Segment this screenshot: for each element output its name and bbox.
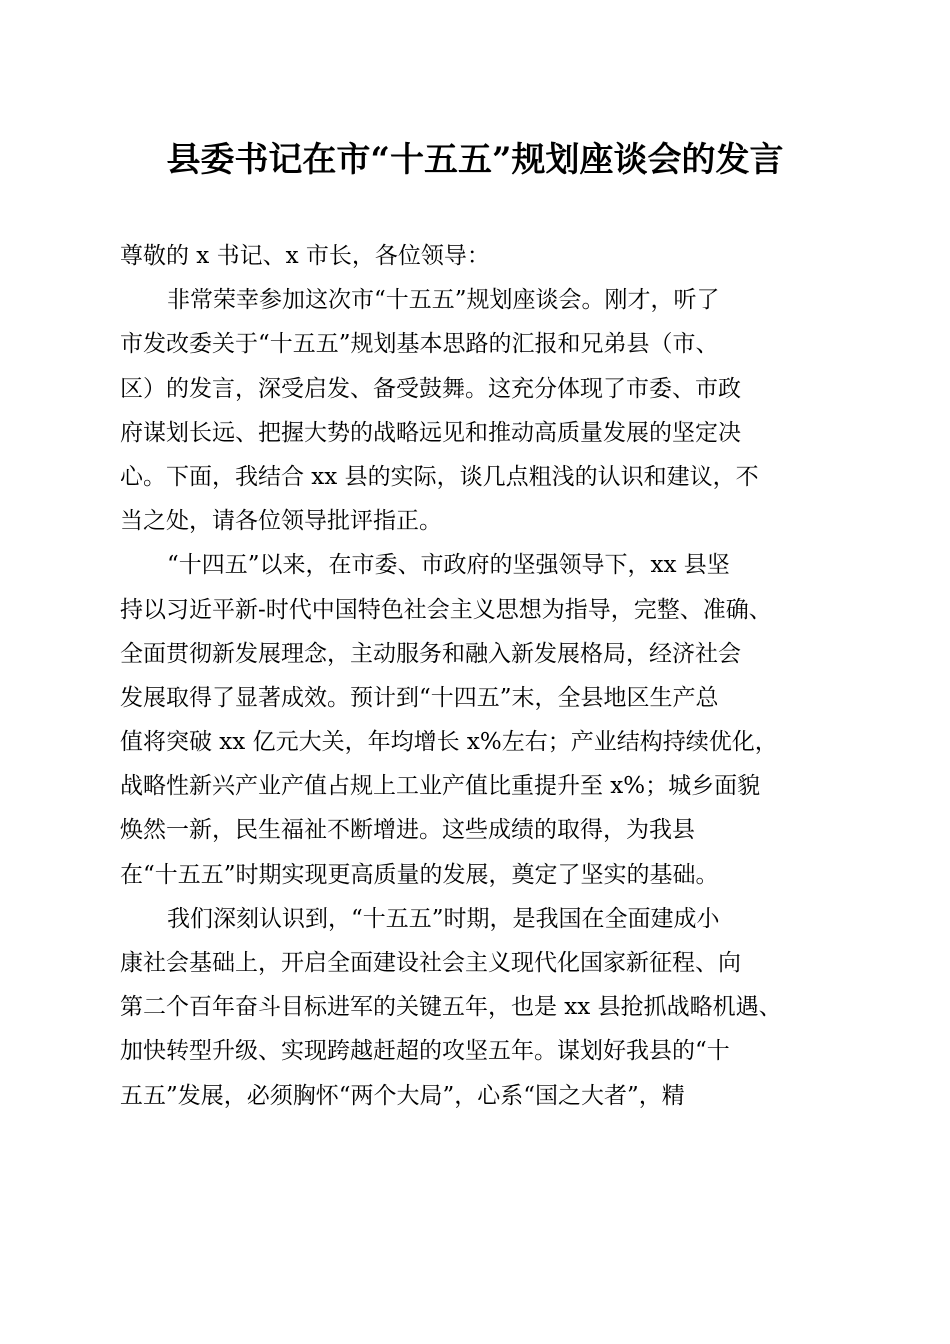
paragraph-3: [120, 897, 832, 1118]
paragraph-line: 区）的发言，深受启发、备受鼓舞。这充分体现了市委、市政: [120, 375, 741, 402]
paragraph-line: 全面贯彻新发展理念，主动服务和融入新发展格局，经济社会: [120, 640, 741, 667]
paragraph-line: 市发改委关于“十五五”规划基本思路的汇报和兄弟县（市、: [120, 331, 719, 358]
paragraph-line: 五五”发展，必须胸怀“两个大局”，心系“国之大者”，精: [120, 1082, 685, 1109]
paragraph-1: [120, 278, 832, 543]
paragraph-line: 第二个百年奋斗目标进军的关键五年，也是 xx 县抢抓战略机遇、: [120, 994, 782, 1021]
paragraph-line: 在“十五五”时期实现更高质量的发展，奠定了坚实的基础。: [120, 861, 719, 888]
document-body: [120, 234, 832, 1118]
document-title: 县委书记在市“十五五”规划座谈会的发言: [166, 140, 784, 180]
paragraph-line: 持以习近平新-时代中国特色社会主义思想为指导，完整、准确、: [120, 596, 772, 623]
salutation: 尊敬的 x 书记、x 市长，各位领导：: [120, 243, 490, 269]
paragraph-2: [120, 543, 832, 897]
paragraph-line: 非常荣幸参加这次市“十五五”规划座谈会。刚才，听了: [167, 287, 720, 314]
paragraph-line: 康社会基础上，开启全面建设社会主义现代化国家新征程、向: [120, 950, 741, 976]
paragraph-line: 战略性新兴产业产值占规上工业产值比重提升至 x%；城乡面貌: [120, 773, 761, 800]
paragraph-line: 值将突破 xx 亿元大关，年均增长 x%左右；产业结构持续优化，: [120, 729, 778, 756]
paragraph-line: 发展取得了显著成效。预计到“十四五”末，全县地区生产总: [120, 684, 719, 711]
paragraph-line: 加快转型升级、实现跨越赶超的攻坚五年。谋划好我县的“十: [120, 1038, 730, 1065]
paragraph-line: 府谋划长远、把握大势的战略远见和推动高质量发展的坚定决: [120, 419, 741, 446]
paragraph-line: 我们深刻认识到，“十五五”时期，是我国在全面建成小: [167, 905, 720, 932]
paragraph-line: 心。下面，我结合 xx 县的实际，谈几点粗浅的认识和建议，不: [120, 463, 759, 490]
paragraph-line: 当之处，请各位领导批评指正。: [120, 508, 442, 535]
paragraph-line: 焕然一新，民生福祉不断增进。这些成绩的取得，为我县: [120, 817, 695, 844]
paragraph-line: “十四五”以来，在市委、市政府的坚强领导下，xx 县坚: [167, 552, 730, 579]
